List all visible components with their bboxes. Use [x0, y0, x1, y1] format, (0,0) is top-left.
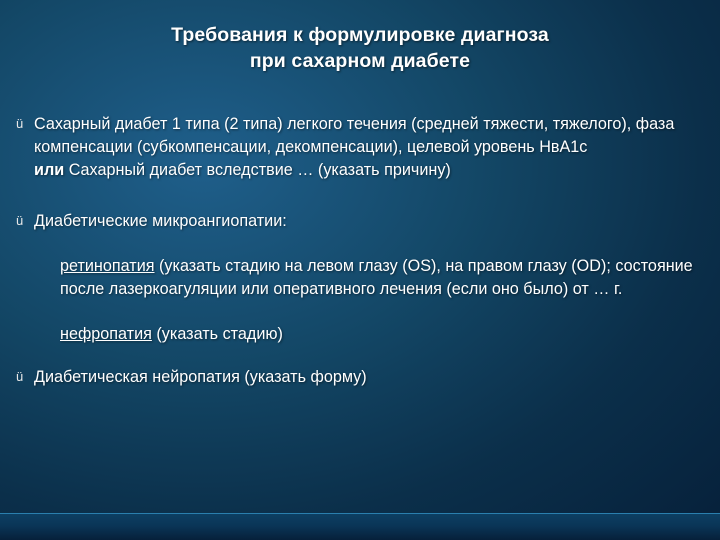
or-label: или — [34, 161, 65, 179]
list-item-text-1 — [34, 113, 706, 182]
page-title-line-2: при сахарном диабете — [249, 50, 471, 73]
list-item-text-5: Диабетическая нейропатия (указать форму) — [34, 368, 367, 386]
retinopathy-paragraph — [34, 255, 706, 301]
list-item — [12, 210, 706, 233]
list-item — [12, 366, 706, 389]
page-title — [40, 22, 680, 75]
list-item-text-2: Диабетические микроангиопатии: — [34, 212, 287, 230]
retinopathy-text: (указать стадию на левом глазу (OS), на правом глазу (OD); состояние после лазеркоагуляции или оперативного лечения (если оно было) от … г. — [60, 257, 693, 298]
nephropathy-paragraph — [34, 323, 706, 346]
retinopathy-label: ретинопатия — [60, 257, 155, 275]
checkmark-icon: ü — [16, 116, 24, 131]
checkmark-icon: ü — [16, 369, 24, 384]
sub-item-retinopathy — [34, 255, 706, 301]
slide-content — [12, 113, 706, 389]
sub-item-nephropathy — [34, 323, 706, 346]
list-item — [12, 113, 706, 182]
page-title-line-1: Требования к формулировке диагноза — [171, 24, 549, 46]
nephropathy-text: (указать стадию) — [156, 325, 283, 343]
diagnosis-main-text: Сахарный диабет 1 типа (2 типа) легкого течения (средней тяжести, тяжелого), фаза компенсации (субкомпенсации, декомпенсации), целевой уровень НвА1с — [34, 115, 675, 156]
slide-footer-band — [0, 513, 720, 540]
checkmark-icon: ü — [16, 213, 24, 228]
diagnosis-alt-text: Сахарный диабет вследствие … (указать причину) — [68, 161, 451, 179]
nephropathy-label: нефропатия — [60, 325, 152, 343]
